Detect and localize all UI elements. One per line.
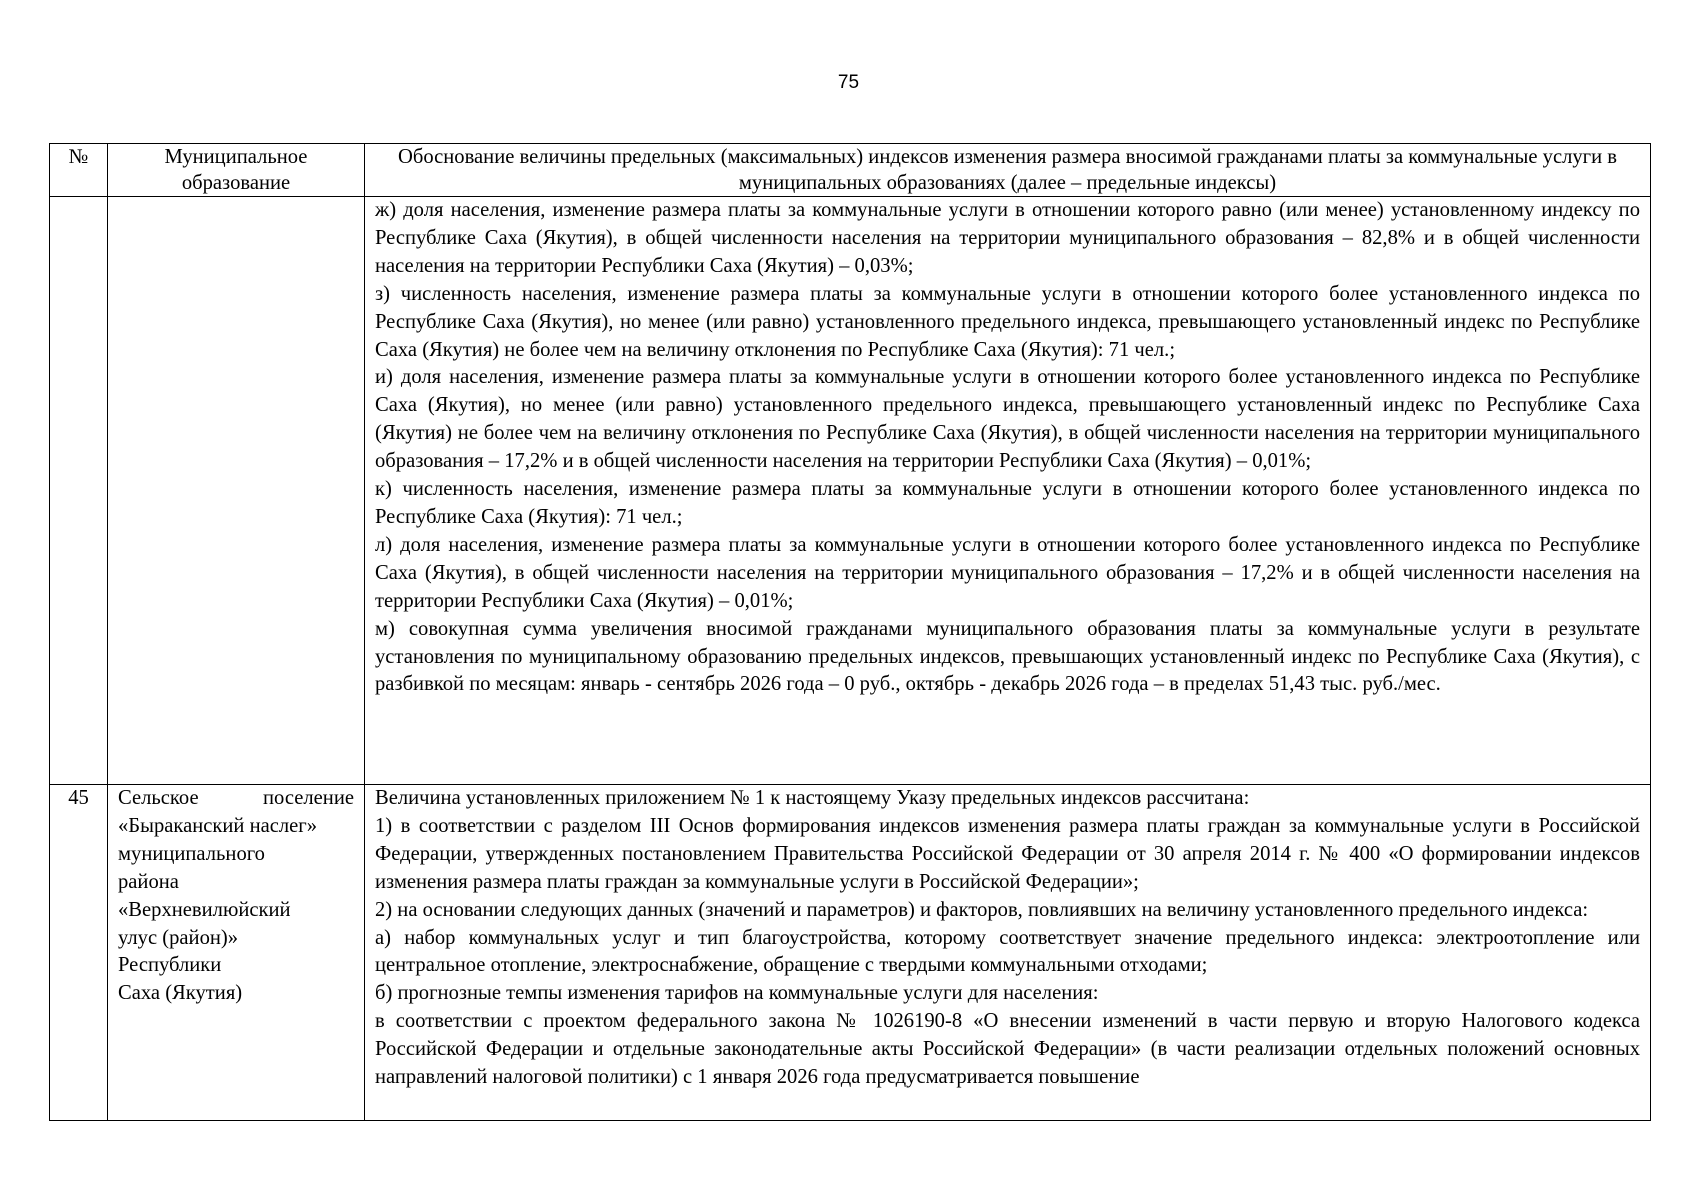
page-number: 75 xyxy=(837,72,860,93)
municipality-line: улус (район)» xyxy=(118,926,239,949)
row-number xyxy=(50,197,108,785)
row-number: 45 xyxy=(50,785,108,1121)
paragraph-z: з) численность населения, изменение размера платы за коммунальные услуги в отношении которого более установленного индекса по Республике Саха (Якутия), но менее (или равно) установленного предельного индекса, превышающего установленный индекс по Республике Саха (Якутия) не более чем на величину отклонения по Республике Саха (Якутия): 71 чел.; xyxy=(375,282,1640,361)
paragraph-b-detail: в соответствии с проектом федерального закона № 1026190-8 «О внесении изменений в части первую и вторую Налогового кодекса Российской Федерации и отдельные законодательные акты Российской Федерации» (в части реализации отдельных положений основных направлений налоговой политики) с 1 января 2026 года предусматривается повышение xyxy=(375,1010,1640,1089)
paragraph-b: б) прогнозные темпы изменения тарифов на коммунальные услуги для населения: xyxy=(375,982,1099,1005)
municipality-line: муниципального xyxy=(118,842,265,865)
row-municipality xyxy=(108,197,365,785)
justification-table xyxy=(49,143,1651,1121)
header-justification: Обоснование величины предельных (максимальных) индексов изменения размера вносимой гражданами платы за коммунальные услуги в муниципальных образованиях (далее – предельные индексы) xyxy=(365,144,1651,197)
paragraph-zh: ж) доля населения, изменение размера платы за коммунальные услуги в отношении которого равно (или менее) установленному индексу по Республике Саха (Якутия), в общей численности населения на территории муниципального образования – 82,8% и в общей численности населения на территории Республики Саха (Якутия) – 0,03%; xyxy=(375,199,1640,277)
municipality-line: района xyxy=(118,870,179,893)
paragraph-intro: Величина установленных приложением № 1 к настоящему Указу предельных индексов рассчитана: xyxy=(375,787,1250,809)
table-row xyxy=(50,785,1651,1121)
municipality-line: «Быраканский наслег» xyxy=(118,814,318,837)
paragraph-a: а) набор коммунальных услуг и тип благоустройства, которому соответствует значение предельного индекса: электроотопление или центральное отопление, электроснабжение, обращение с твердыми коммунальными отходами; xyxy=(375,926,1640,977)
municipality-line: «Верхневилюйский xyxy=(118,898,291,921)
paragraph-l: л) доля населения, изменение размера платы за коммунальные услуги в отношении которого более установленного индекса по Республике Саха (Якутия), в общей численности населения на территории муниципального образования – 17,2% и в общей численности населения на территории Республики Саха (Якутия) – 0,01%; xyxy=(375,533,1640,612)
paragraph-m: м) совокупная сумма увеличения вносимой гражданами муниципального образования платы за коммунальные услуги в результате установления по муниципальному образованию предельных индексов, превышающих установленный индекс по Республике Саха (Якутия), с разбивкой по месяцам: январь - сентябрь 2026 года – 0 руб., октябрь - декабрь 2026 года – в пределах 51,43 тыс. руб./мес. xyxy=(375,617,1640,696)
header-municipality: Муниципальное образование xyxy=(108,144,365,197)
paragraph-k: к) численность населения, изменение размера платы за коммунальные услуги в отношении которого более установленного индекса по Республике Саха (Якутия): 71 чел.; xyxy=(375,478,1640,528)
paragraph-1: 1) в соответствии с разделом III Основ формирования индексов изменения размера платы граждан за коммунальные услуги в Российской Федерации, утвержденных постановлением Правительства Российской Федерации от 30 апреля 2014 г. № 400 «О формировании индексов изменения размера платы граждан за коммунальные услуги в Российской Федерации»; xyxy=(375,814,1640,893)
municipality-line: Республики xyxy=(118,954,222,977)
municipality-line: Сельское поселение xyxy=(118,787,354,809)
row-justification xyxy=(365,785,1651,1121)
table-header-row xyxy=(50,144,1651,197)
paragraph-2: 2) на основании следующих данных (значений и параметров) и факторов, повлиявших на величину установленного предельного индекса: xyxy=(375,898,1589,921)
row-municipality xyxy=(108,785,365,1121)
row-justification xyxy=(365,197,1651,785)
municipality-line: Саха (Якутия) xyxy=(118,982,243,1005)
table-row xyxy=(50,197,1651,785)
paragraph-i: и) доля населения, изменение размера платы за коммунальные услуги в отношении которого более установленного индекса по Республике Саха (Якутия), но менее (или равно) установленного предельного индекса, превышающего установленный индекс по Республике Саха (Якутия) не более чем на величину отклонения по Республике Саха (Якутия), в общей численности населения на территории муниципального образования – 17,2% и в общей численности населения на территории Республики Саха (Якутия) – 0,01%; xyxy=(375,366,1640,473)
header-number: № xyxy=(50,144,108,197)
